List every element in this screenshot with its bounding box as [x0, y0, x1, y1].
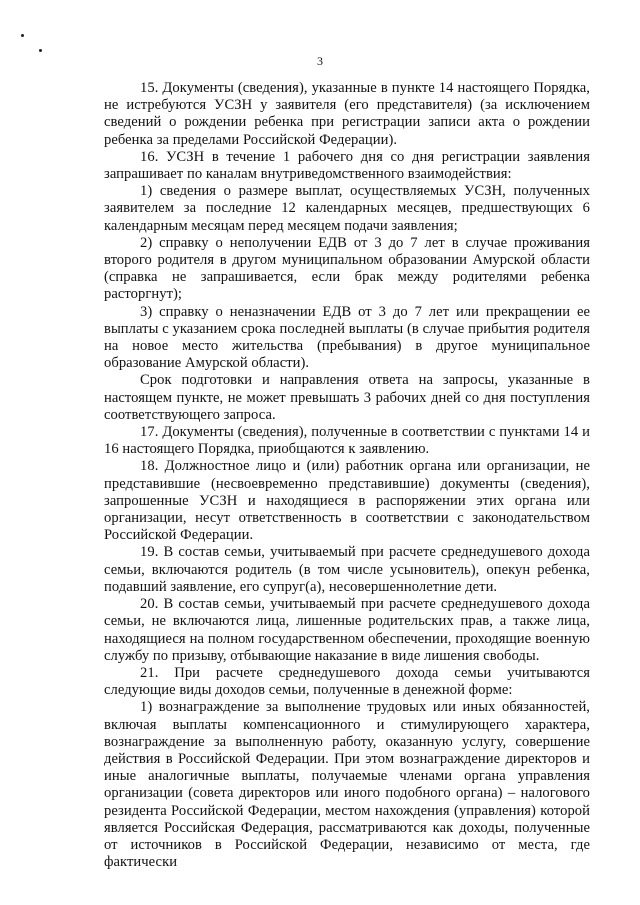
paragraph-19: 19. В состав семьи, учитываемый при расчете среднедушевого дохода семьи, включаются родитель (в том числе усыновитель), опекун ребенка, подавший заявление, его супруг(а), несовершеннолетние дети. [104, 544, 590, 595]
page-number: 3 [317, 54, 323, 68]
paragraph-21: 21. При расчете среднедушевого дохода семьи учитываются следующие виды доходов семьи, полученные в денежной форме: [104, 664, 590, 699]
paragraph-16-item-2: 2) справку о неполучении ЕДВ от 3 до 7 лет в случае проживания второго родителя в другом муниципальном образовании Амурской области (справка не запрашивается, если брак между родителями ребенка расторгнут); [104, 234, 590, 303]
paragraph-16: 16. УСЗН в течение 1 рабочего дня со дня регистрации заявления запрашивает по каналам внутриведомственного взаимодействия: [104, 148, 590, 183]
paragraph-17: 17. Документы (сведения), полученные в соответствии с пунктами 14 и 16 настоящего Порядка, приобщаются к заявлению. [104, 424, 590, 458]
scan-mark [21, 34, 24, 37]
scan-mark [39, 49, 42, 52]
paragraph-15: 15. Документы (сведения), указанные в пункте 14 настоящего Порядка, не истребуются УСЗН у заявителя (его представителя) (за исключением сведений о рождении ребенка при регистрации записи акта о рождении ребенка за пределами Российской Федерации). [104, 80, 590, 148]
paragraph-16-item-1: 1) сведения о размере выплат, осуществляемых УСЗН, полученных заявителем за последние 12 календарных месяцев, предшествующих 6 календарным месяцам перед месяцем подачи заявления; [104, 183, 590, 234]
document-body [104, 80, 590, 871]
paragraph-21-item-1: 1) вознаграждение за выполнение трудовых или иных обязанностей, включая выплаты компенсационного и стимулирующего характера, вознаграждение за выполненную работу, оказанную услугу, совершение действия в Российской Федерации. При этом вознаграждение директоров и иные аналогичные выплаты, получаемые членами органа управления организации (совета директоров или иного подобного органа) – налогового резидента Российской Федерации, местом нахождения (управления) которой является Российская Федерация, рассматриваются как доходы, полученные от источников в Российской Федерации, независимо от места, где фактически [104, 699, 590, 871]
paragraph-18: 18. Должностное лицо и (или) работник органа или организации, не представившие (несвоевременно представившие) документы (сведения), запрошенные УСЗН и находящиеся в распоряжении этих органа или организации, несут ответственность в соответствии с законодательством Российской Федерации. [104, 458, 590, 544]
paragraph-16-deadline: Срок подготовки и направления ответа на запросы, указанные в настоящем пункте, не может превышать 3 рабочих дней со дня поступления соответствующего запроса. [104, 372, 590, 423]
paragraph-20: 20. В состав семьи, учитываемый при расчете среднедушевого дохода семьи, не включаются лица, лишенные родительских прав, а также лица, находящиеся на полном государственном обеспечении, проходящие военную службу по призыву, отбывающие наказание в виде лишения свободы. [104, 596, 590, 664]
paragraph-16-item-3: 3) справку о неназначении ЕДВ от 3 до 7 лет или прекращении ее выплаты с указанием срока последней выплаты (в случае прибытия родителя на новое место жительства (пребывания) в другое муниципальное образование Амурской области). [104, 303, 590, 372]
